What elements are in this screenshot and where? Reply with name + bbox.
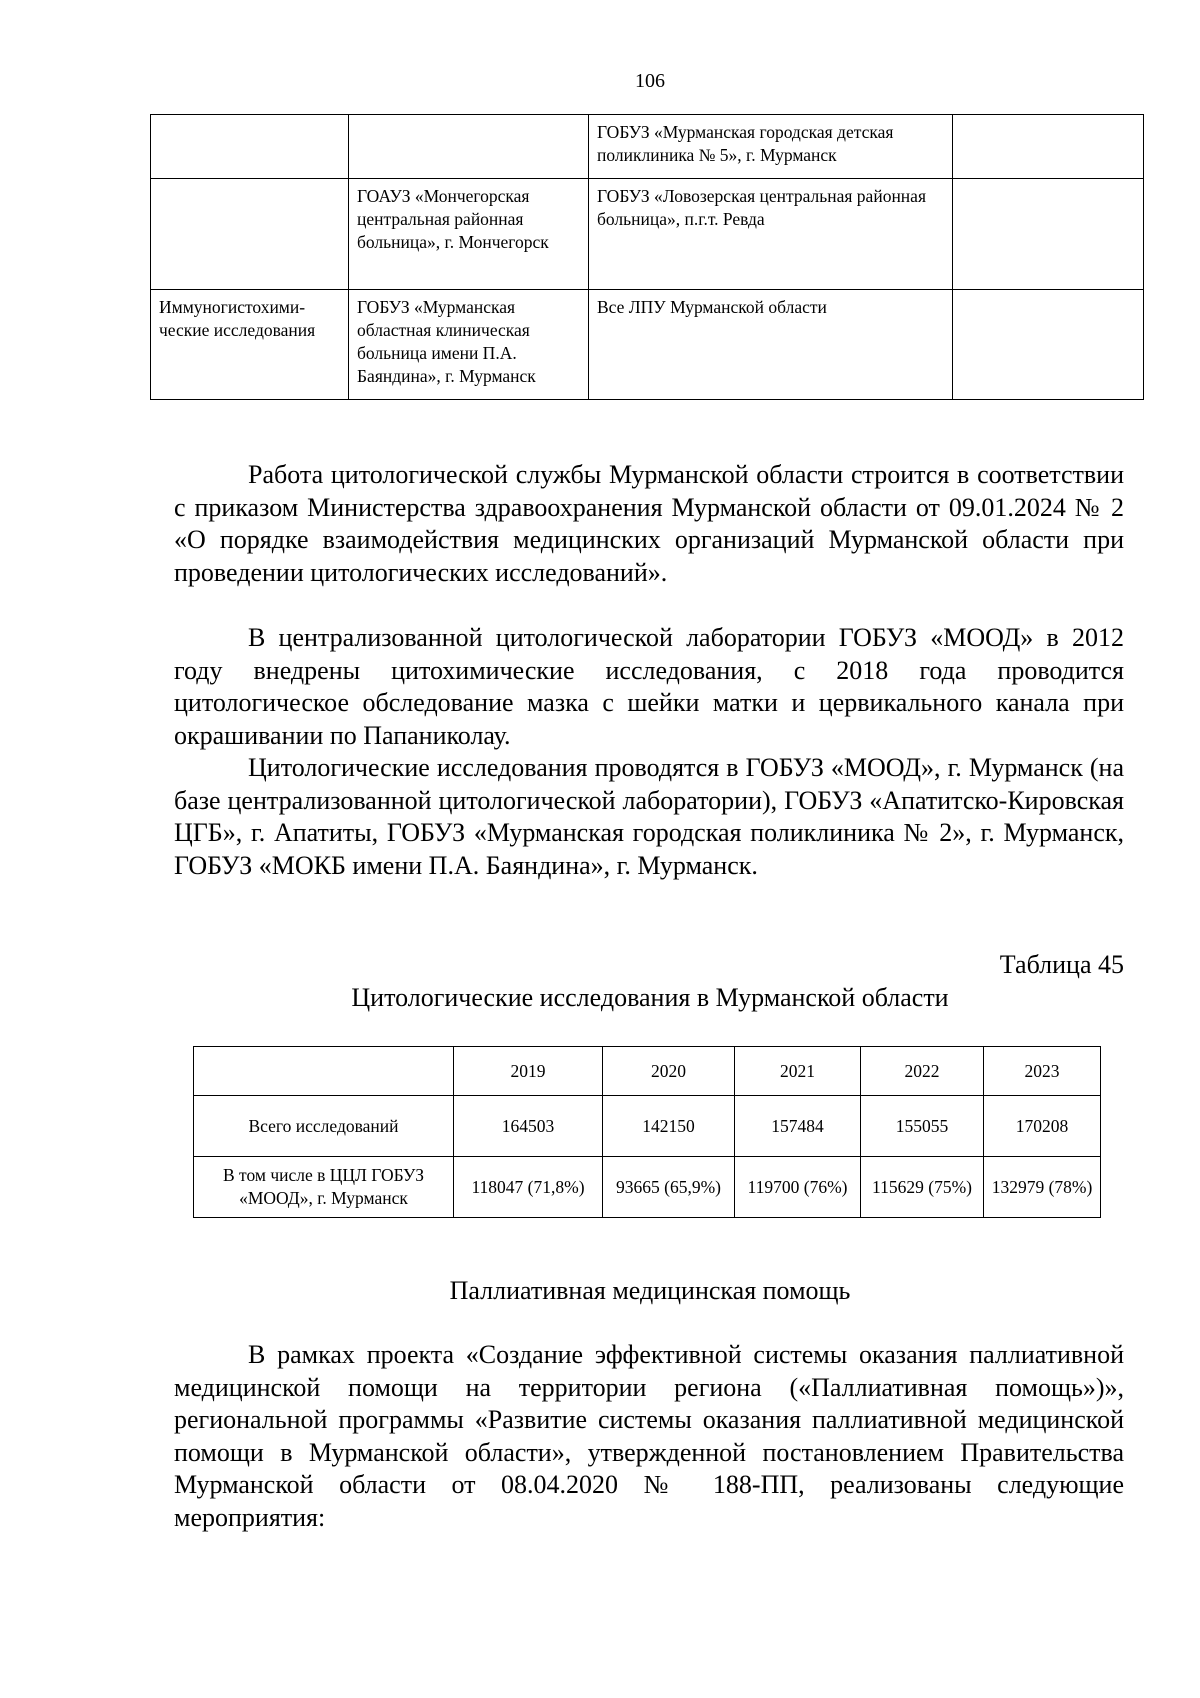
table-header-cell [194,1047,454,1096]
table-header-cell: 2021 [735,1047,861,1096]
table-cell: ГОБУЗ «Мурманская областная клиническая больница имени П.А. Баяндина», г. Мурманск [349,290,589,400]
paragraph-palliative-care: В рамках проекта «Создание эффективной системы оказания паллиативной медицинской помощи на территории региона («Паллиативная помощь»)», региональной программы «Развитие системы оказания паллиативной медицинской помощи в Мурманской области», утвержденной постановлением Правительства Мурманской области от 08.04.2020 № 188-ПП, реализованы следующие мероприятия: [174,1340,1124,1532]
table-cell [151,115,349,179]
table-label: Таблица 45 [999,950,1124,979]
table-row [151,115,1144,179]
table-cell: Все ЛПУ Мурманской области [589,290,953,400]
table-cell [953,290,1144,400]
table-cell: ГОБУЗ «Мурманская городская детская поликлиника № 5», г. Мурманск [589,115,953,179]
table-header-cell: 2019 [454,1047,603,1096]
paragraph-central-lab: В централизованной цитологической лаборатории ГОБУЗ «МООД» в 2012 году внедрены цитохимические исследования, с 2018 года проводится цитологическое обследование мазка с шейки матки и цервикального канала при окрашивании по Папаниколау. [174,623,1124,750]
table-header-cell: 2023 [984,1047,1101,1096]
table-cell: 118047 (71,8%) [454,1157,603,1218]
table-cell: В том числе в ЦЦЛ ГОБУЗ «МООД», г. Мурманск [194,1157,454,1218]
table-cell: 115629 (75%) [861,1157,984,1218]
table-cell: 142150 [603,1096,735,1157]
table-cell: 119700 (76%) [735,1157,861,1218]
table-header-cell: 2020 [603,1047,735,1096]
table-cell: ГОАУЗ «Мончегорская центральная районная больница», г. Мончегорск [349,179,589,290]
table-cell: ГОБУЗ «Ловозерская центральная районная больница», п.г.т. Ревда [589,179,953,290]
page-number: 106 [635,70,665,92]
table-cell: Всего исследований [194,1096,454,1157]
table-cell: 164503 [454,1096,603,1157]
paragraph-cytology-service: Работа цитологической службы Мурманской области строится в соответствии с приказом Министерства здравоохранения Мурманской области от 09.01.2024 № 2 «О порядке взаимодействия медицинских организаций Мурманской области при проведении цитологических исследований». [174,460,1124,587]
table-cell [151,179,349,290]
table-header-row [194,1047,1101,1096]
table-cell: Иммуногистохими-ческие исследования [151,290,349,400]
cytology-table [193,1046,1101,1218]
table-header-cell: 2022 [861,1047,984,1096]
continuation-table [150,114,1144,400]
table-row [151,179,1144,290]
table-title: Цитологические исследования в Мурманской области [351,983,949,1012]
table-cell [953,179,1144,290]
table-cell: 157484 [735,1096,861,1157]
table-cell: 155055 [861,1096,984,1157]
table-row [194,1157,1101,1218]
table-cell [953,115,1144,179]
section-heading: Паллиативная медицинская помощь [449,1276,851,1305]
table-cell: 93665 (65,9%) [603,1157,735,1218]
paragraph-cytology-locations: Цитологические исследования проводятся в ГОБУЗ «МООД», г. Мурманск (на базе централизованной цитологической лаборатории), ГОБУЗ «Апатитско-Кировская ЦГБ», г. Апатиты, ГОБУЗ «Мурманская городская поликлиника № 2», г. Мурманск, ГОБУЗ «МОКБ имени П.А. Баяндина», г. Мурманск. [174,753,1124,880]
table-cell: 132979 (78%) [984,1157,1101,1218]
table-row [194,1096,1101,1157]
table-cell [349,115,589,179]
table-cell: 170208 [984,1096,1101,1157]
table-row [151,290,1144,400]
